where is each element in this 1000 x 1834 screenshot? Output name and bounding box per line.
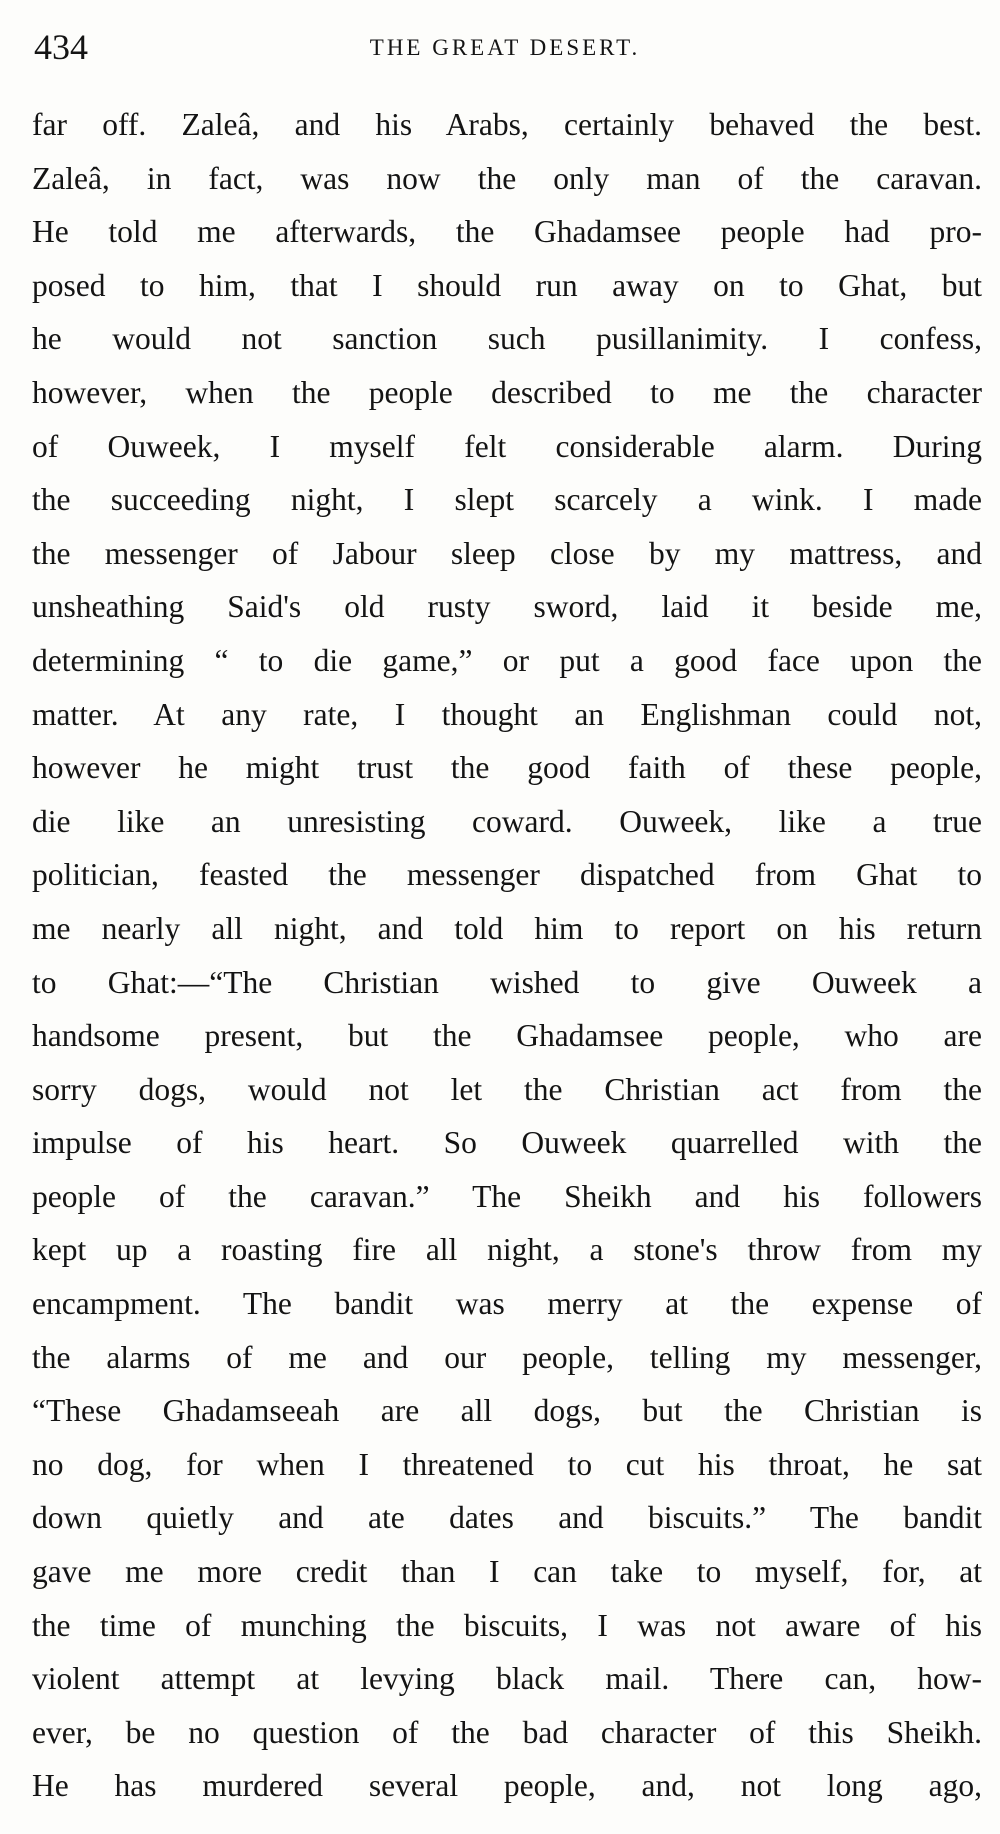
page-number: 434 bbox=[34, 27, 88, 67]
text-line: however, when the people described to me the character bbox=[32, 374, 982, 410]
text-line: the succeeding night, I slept scarcely a wink. I made bbox=[32, 482, 982, 518]
text-line: the time of munching the biscuits, I was not aware of his bbox=[32, 1607, 982, 1643]
text-line: the messenger of Jabour sleep close by my mattress, and bbox=[32, 535, 982, 571]
text-line: people of the caravan.” The Sheikh and his followers bbox=[32, 1178, 982, 1214]
text-line: die like an unresisting coward. Ouweek, like a true bbox=[32, 803, 982, 839]
text-line: down quietly and ate dates and biscuits.” The bandit bbox=[32, 1500, 982, 1536]
text-line: he would not sanction such pusillanimity. I confess, bbox=[32, 321, 982, 357]
text-line: “These Ghadamseeah are all dogs, but the Christian is bbox=[32, 1393, 982, 1429]
text-line: encampment. The bandit was merry at the expense of bbox=[32, 1286, 982, 1322]
text-line: of Ouweek, I myself felt considerable alarm. During bbox=[32, 428, 982, 464]
body-text bbox=[32, 98, 982, 1813]
text-line: He told me afterwards, the Ghadamsee people had pro- bbox=[32, 214, 982, 250]
text-line: unsheathing Said's old rusty sword, laid it beside me, bbox=[32, 589, 982, 625]
text-line: however he might trust the good faith of these people, bbox=[32, 750, 982, 786]
text-line: handsome present, but the Ghadamsee people, who are bbox=[32, 1018, 982, 1054]
text-line: impulse of his heart. So Ouweek quarrelled with the bbox=[32, 1125, 982, 1161]
text-line: to Ghat:—“The Christian wished to give Ouweek a bbox=[32, 964, 982, 1000]
text-line: kept up a roasting fire all night, a stone's throw from my bbox=[32, 1232, 982, 1268]
text-line: far off. Zaleâ, and his Arabs, certainly behaved the best. bbox=[32, 107, 982, 142]
text-line: politician, feasted the messenger dispatched from Ghat to bbox=[32, 857, 982, 893]
text-line: posed to him, that I should run away on to Ghat, but bbox=[32, 267, 982, 303]
text-line: ever, be no question of the bad character of this Sheikh. bbox=[32, 1714, 982, 1750]
running-head bbox=[0, 22, 1000, 72]
running-title: THE GREAT DESERT. bbox=[369, 35, 641, 60]
text-line: Zaleâ, in fact, was now the only man of the caravan. bbox=[32, 160, 982, 196]
text-line: no dog, for when I threatened to cut his throat, he sat bbox=[32, 1446, 982, 1482]
text-line: gave me more credit than I can take to myself, for, at bbox=[32, 1554, 982, 1590]
text-line: violent attempt at levying black mail. There can, how- bbox=[32, 1661, 982, 1697]
text-line: matter. At any rate, I thought an Englishman could not, bbox=[32, 696, 982, 732]
text-line: sorry dogs, would not let the Christian act from the bbox=[32, 1071, 982, 1107]
text-line: the alarms of me and our people, telling my messenger, bbox=[32, 1339, 982, 1375]
text-line: He has murdered several people, and, not long ago, bbox=[32, 1768, 982, 1804]
text-line: me nearly all night, and told him to report on his return bbox=[32, 910, 982, 946]
text-line: determining “ to die game,” or put a good face upon the bbox=[32, 642, 982, 678]
